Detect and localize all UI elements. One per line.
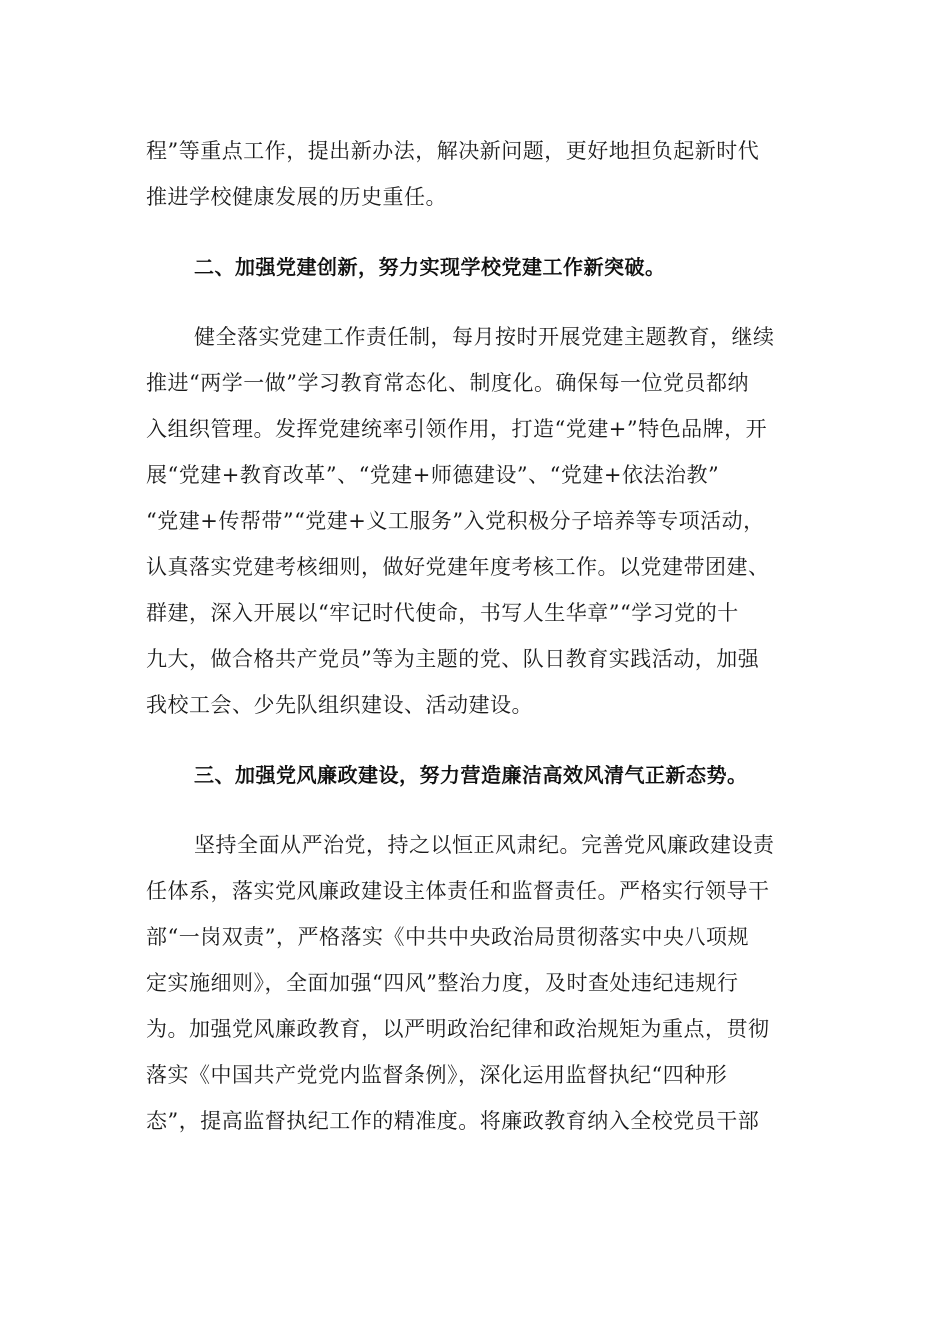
text-line: “党建+传帮带”“党建+义工服务”入党积极分子培养等专项活动， bbox=[146, 509, 765, 533]
paragraph-party-building bbox=[146, 314, 806, 728]
text-line: 推进学校健康发展的历史重任。 bbox=[146, 185, 447, 209]
text-line: 坚持全面从严治党，持之以恒正风肃纪。完善党风廉政建设责 bbox=[194, 833, 775, 857]
section-heading-3 bbox=[146, 752, 806, 798]
text-line: 态”，提高监督执纪工作的精准度。将廉政教育纳入全校党员干部 bbox=[146, 1109, 760, 1133]
text-line: 部“一岗双责”，严格落实《中共中央政治局贯彻落实中央八项规 bbox=[146, 925, 749, 949]
section-heading-2 bbox=[146, 244, 806, 290]
paragraph-continuation bbox=[146, 128, 806, 220]
text-line: 九大，做合格共产党员”等为主题的党、队日教育实践活动，加强 bbox=[146, 647, 760, 671]
text-line: 落实《中国共产党党内监督条例》，深化运用监督执纪“四种形 bbox=[146, 1063, 728, 1087]
text-line: 程”等重点工作，提出新办法，解决新问题，更好地担负起新时代 bbox=[146, 139, 760, 163]
paragraph-integrity bbox=[146, 822, 806, 1144]
document-body bbox=[146, 128, 806, 1144]
text-line: 我校工会、少先队组织建设、活动建设。 bbox=[146, 693, 533, 717]
text-line: 定实施细则》，全面加强“四风”整治力度，及时查处违纪违规行 bbox=[146, 971, 739, 995]
text-line: 入组织管理。发挥党建统率引领作用，打造“党建+”特色品牌，开 bbox=[146, 417, 768, 441]
text-line: 展“党建+教育改革”、“党建+师德建设”、“党建+依法治教” bbox=[146, 463, 720, 487]
heading-text: 三、加强党风廉政建设，努力营造廉洁高效风清气正新态势。 bbox=[194, 763, 748, 787]
text-line: 任体系，落实党风廉政建设主体责任和监督责任。严格实行领导干 bbox=[146, 879, 770, 903]
text-line: 为。加强党风廉政教育，以严明政治纪律和政治规矩为重点，贯彻 bbox=[146, 1017, 770, 1041]
text-line: 认真落实党建考核细则，做好党建年度考核工作。以党建带团建、 bbox=[146, 555, 770, 579]
text-line: 群建，深入开展以“牢记时代使命，书写人生华章”“学习党的十 bbox=[146, 601, 739, 625]
text-line: 推进“两学一做”学习教育常态化、制度化。确保每一位党员都纳 bbox=[146, 371, 749, 395]
text-line: 健全落实党建工作责任制，每月按时开展党建主题教育，继续 bbox=[194, 325, 775, 349]
heading-text: 二、加强党建创新，努力实现学校党建工作新突破。 bbox=[194, 255, 666, 279]
